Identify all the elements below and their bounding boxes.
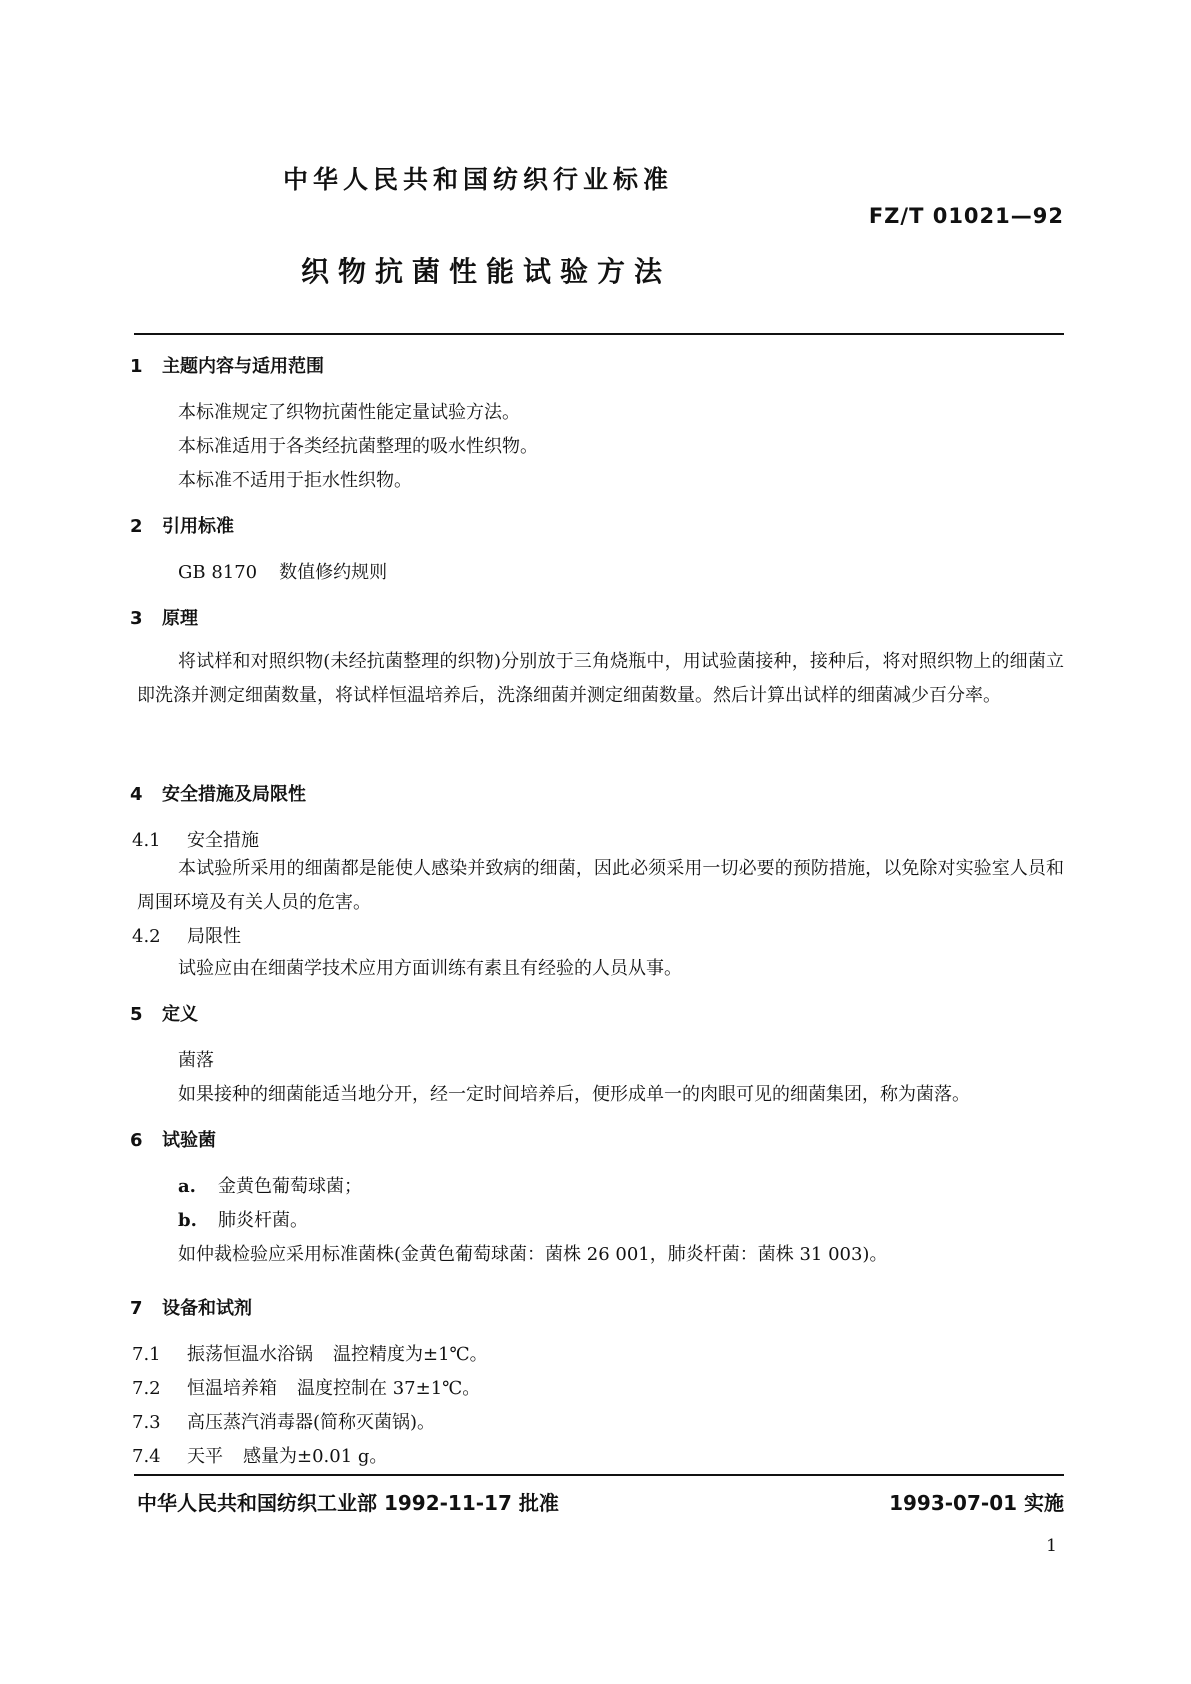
item-name: 高压蒸汽消毒器(简称灭菌锅)。 <box>187 1412 436 1433</box>
list-item <box>132 1340 488 1366</box>
page-number: 1 <box>1046 1536 1057 1556</box>
item-name: 天平 <box>187 1446 223 1467</box>
list-item <box>132 1408 435 1434</box>
paragraph: 本标准不适用于拒水性织物。 <box>178 470 412 491</box>
section-title: 原理 <box>162 608 198 629</box>
section-6-heading <box>130 1126 216 1152</box>
list-label: a. <box>178 1176 196 1197</box>
header-divider <box>134 333 1064 335</box>
item-number: 7.4 <box>132 1446 161 1467</box>
list-item <box>132 1374 480 1400</box>
item-number: 7.3 <box>132 1412 161 1433</box>
section-number: 7 <box>130 1298 143 1319</box>
paragraph: 本标准适用于各类经抗菌整理的吸水性织物。 <box>178 436 538 457</box>
paragraph: 将试样和对照织物(未经抗菌整理的织物)分别放于三角烧瓶中，用试验菌接种，接种后，将对照织物上的细菌立即洗涤并测定细菌数量，将试样恒温培养后，洗涤细菌并测定细菌数量。然后计算出试样的细菌减少百分率。 <box>137 651 1064 706</box>
list-text: 肺炎杆菌。 <box>218 1210 308 1231</box>
footer-divider <box>134 1474 1064 1476</box>
subsection-number: 4.2 <box>132 926 161 947</box>
paragraph: 如仲裁检验应采用标准菌株(金黄色葡萄球菌：菌株 26 001，肺炎杆菌：菌株 31 003)。 <box>178 1244 888 1265</box>
section-3-heading <box>130 604 198 630</box>
issuing-organization: 中华人民共和国纺织行业标准 <box>283 165 674 194</box>
reference-name: 数值修约规则 <box>279 562 388 583</box>
list-item <box>178 1172 362 1198</box>
document-title: 织物抗菌性能试验方法 <box>301 255 672 288</box>
subsection-4-2-heading <box>132 922 241 948</box>
list-item <box>132 1442 387 1468</box>
item-number: 7.1 <box>132 1344 161 1365</box>
item-name: 恒温培养箱 <box>187 1378 277 1399</box>
subsection-title: 安全措施 <box>187 830 259 851</box>
section-title: 定义 <box>162 1004 198 1025</box>
section-number: 2 <box>130 516 143 537</box>
effective-date: 1993-07-01 实施 <box>889 1491 1064 1515</box>
list-item <box>178 1206 308 1232</box>
approval-line: 中华人民共和国纺织工业部 1992-11-17 批准 <box>137 1491 559 1515</box>
paragraph: 本试验所采用的细菌都是能使人感染并致病的细菌，因此必须采用一切必要的预防措施，以免除对实验室人员和周围环境及有关人员的危害。 <box>137 858 1064 913</box>
reference-code: GB 8170 <box>178 562 258 583</box>
section-number: 5 <box>130 1004 143 1025</box>
section-2-heading <box>130 512 234 538</box>
standard-code: FZ/T 01021—92 <box>868 204 1064 228</box>
paragraph: 本标准规定了织物抗菌性能定量试验方法。 <box>178 402 520 423</box>
list-label: b. <box>178 1210 197 1231</box>
section-title: 引用标准 <box>162 516 234 537</box>
paragraph: 试验应由在细菌学技术应用方面训练有素且有经验的人员从事。 <box>178 958 682 979</box>
section-1-heading <box>130 352 324 378</box>
subsection-number: 4.1 <box>132 830 161 851</box>
section-title: 设备和试剂 <box>162 1298 252 1319</box>
item-name: 振荡恒温水浴锅 <box>187 1344 313 1365</box>
item-desc: 温度控制在 37±1℃。 <box>297 1378 481 1399</box>
section-7-heading <box>130 1294 252 1320</box>
section-number: 4 <box>130 784 143 805</box>
section-title: 试验菌 <box>162 1130 216 1151</box>
section-5-heading <box>130 1000 198 1026</box>
item-desc: 温控精度为±1℃。 <box>333 1344 488 1365</box>
paragraph: 如果接种的细菌能适当地分开，经一定时间培养后，便形成单一的肉眼可见的细菌集团，称为菌落。 <box>178 1084 970 1105</box>
list-text: 金黄色葡萄球菌； <box>218 1176 362 1197</box>
item-desc: 感量为±0.01 g。 <box>243 1446 388 1467</box>
reference-standard <box>178 558 387 584</box>
section-number: 1 <box>130 356 143 377</box>
section-title: 安全措施及局限性 <box>162 784 306 805</box>
item-number: 7.2 <box>132 1378 161 1399</box>
subsection-title: 局限性 <box>187 926 241 947</box>
section-4-heading <box>130 780 306 806</box>
section-number: 3 <box>130 608 143 629</box>
subsection-4-1-heading <box>132 826 259 852</box>
definition-term: 菌落 <box>178 1050 214 1071</box>
section-title: 主题内容与适用范围 <box>162 356 324 377</box>
section-number: 6 <box>130 1130 143 1151</box>
